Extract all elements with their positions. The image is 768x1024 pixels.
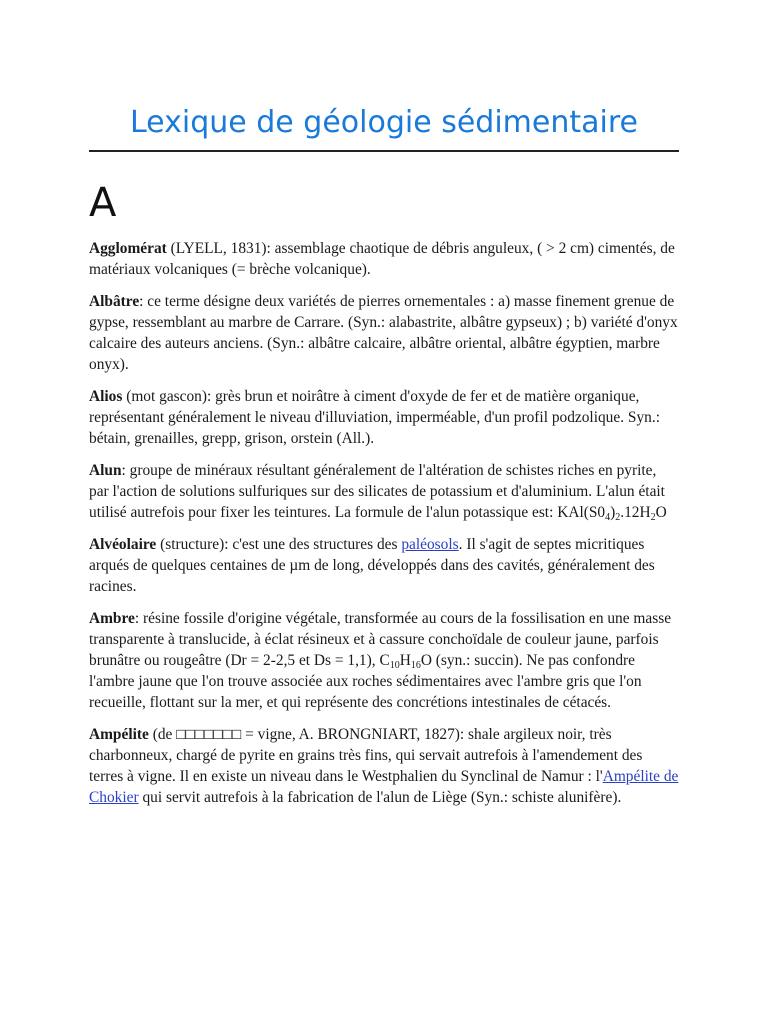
entry-term: Ambre xyxy=(89,610,135,627)
entry-definition-continued: . Il s'agit de septes micritiques arqués de quelques centaines de µm de long, développés dans des cavités, généralement des racines. xyxy=(89,536,655,595)
entry-term: Alun xyxy=(89,462,122,479)
formula-subscript: 10 xyxy=(389,660,400,671)
entry-alios xyxy=(89,386,679,449)
entry-definition: (mot gascon): grès brun et noirâtre à ciment d'oxyde de fer et de matière organique, représentant généralement le niveau d'illuviation, imperméable, d'un profil podzolique. Syn.: bétain, grenailles, grepp, grison, orstein (All.). xyxy=(89,388,660,447)
entry-definition-continued: qui servit autrefois à la fabrication de l'alun de Liège (Syn.: schiste alunifère). xyxy=(138,789,622,806)
entry-ambre xyxy=(89,608,679,713)
entry-ampelite xyxy=(89,724,679,808)
entry-term: Alios xyxy=(89,388,123,405)
entry-definition: : groupe de minéraux résultant généralement de l'altération de schistes riches en pyrite, par l'action de solutions sulfuriques sur des silicates de potassium et d'aluminium. L'alun était utilisé autrefois pour fixer les teintures. La formule de l'alun potassique est: KAl(S0 xyxy=(89,462,665,521)
entry-term: Alvéolaire xyxy=(89,536,157,553)
section-letter-heading: A xyxy=(89,180,117,226)
entry-term: Agglomérat xyxy=(89,240,167,257)
entry-alveolaire xyxy=(89,534,679,597)
ampelite-de-chokier-link[interactable]: Ampélite de Chokier xyxy=(89,768,679,806)
entry-term: Albâtre xyxy=(89,293,140,310)
entry-definition: (structure): c'est une des structures des xyxy=(156,536,402,553)
formula-part: ) xyxy=(610,504,616,521)
formula-subscript: 4 xyxy=(605,512,611,523)
title-divider xyxy=(89,150,679,152)
formula-subscript: 2 xyxy=(615,512,621,523)
formula-subscript: 2 xyxy=(650,512,656,523)
formula-part: .12H xyxy=(620,504,651,521)
entry-definition: : ce terme désigne deux variétés de pierres ornementales : a) masse finement grenue de gypse, ressemblant au marbre de Carrare. (Syn.: alabastrite, albâtre gypseux) ; b) variété d'onyx calcaire des auteurs anciens. (Syn.: albâtre calcaire, albâtre oriental, albâtre égyptien, marbre onyx). xyxy=(89,293,678,373)
entry-albatre xyxy=(89,291,679,375)
formula-part: H xyxy=(399,652,411,669)
entry-definition: (LYELL, 1831): assemblage chaotique de débris anguleux, ( > 2 cm) cimentés, de matériaux volcaniques (= brèche volcanique). xyxy=(89,240,675,278)
entry-definition: : résine fossile d'origine végétale, transformée au cours de la fossilisation en une masse transparente à translucide, à éclat résineux et à cassure conchoïdale de couleur jaune, parfois brunâtre ou rougeâtre (Dr = 2-2,5 et Ds = 1,1), C xyxy=(89,610,672,669)
entry-alun xyxy=(89,460,679,523)
entry-agglomerat xyxy=(89,238,679,280)
paleosols-link[interactable]: paléosols xyxy=(401,536,459,553)
glossary-entries xyxy=(89,238,679,819)
entry-definition: (de □□□□□□□ = vigne, A. BRONGNIART, 1827): shale argileux noir, très charbonneux, chargé de pyrite en grains très fins, qui servait autrefois à l'amendement des terres à vigne. Il en existe un niveau dans le Westphalien du Synclinal de Namur : l' xyxy=(89,726,643,785)
entry-term: Ampélite xyxy=(89,726,149,743)
formula-subscript: 16 xyxy=(410,660,421,671)
formula-part: O xyxy=(655,504,667,521)
entry-definition-continued: O (syn.: succin). Ne pas confondre l'ambre jaune que l'on trouve associée aux roches sédimentaires avec l'ambre gris que l'on recueille, flottant sur la mer, et qui représente des concrétions intestinales de cétacés. xyxy=(89,652,642,711)
page-title: Lexique de géologie sédimentaire xyxy=(130,105,638,140)
